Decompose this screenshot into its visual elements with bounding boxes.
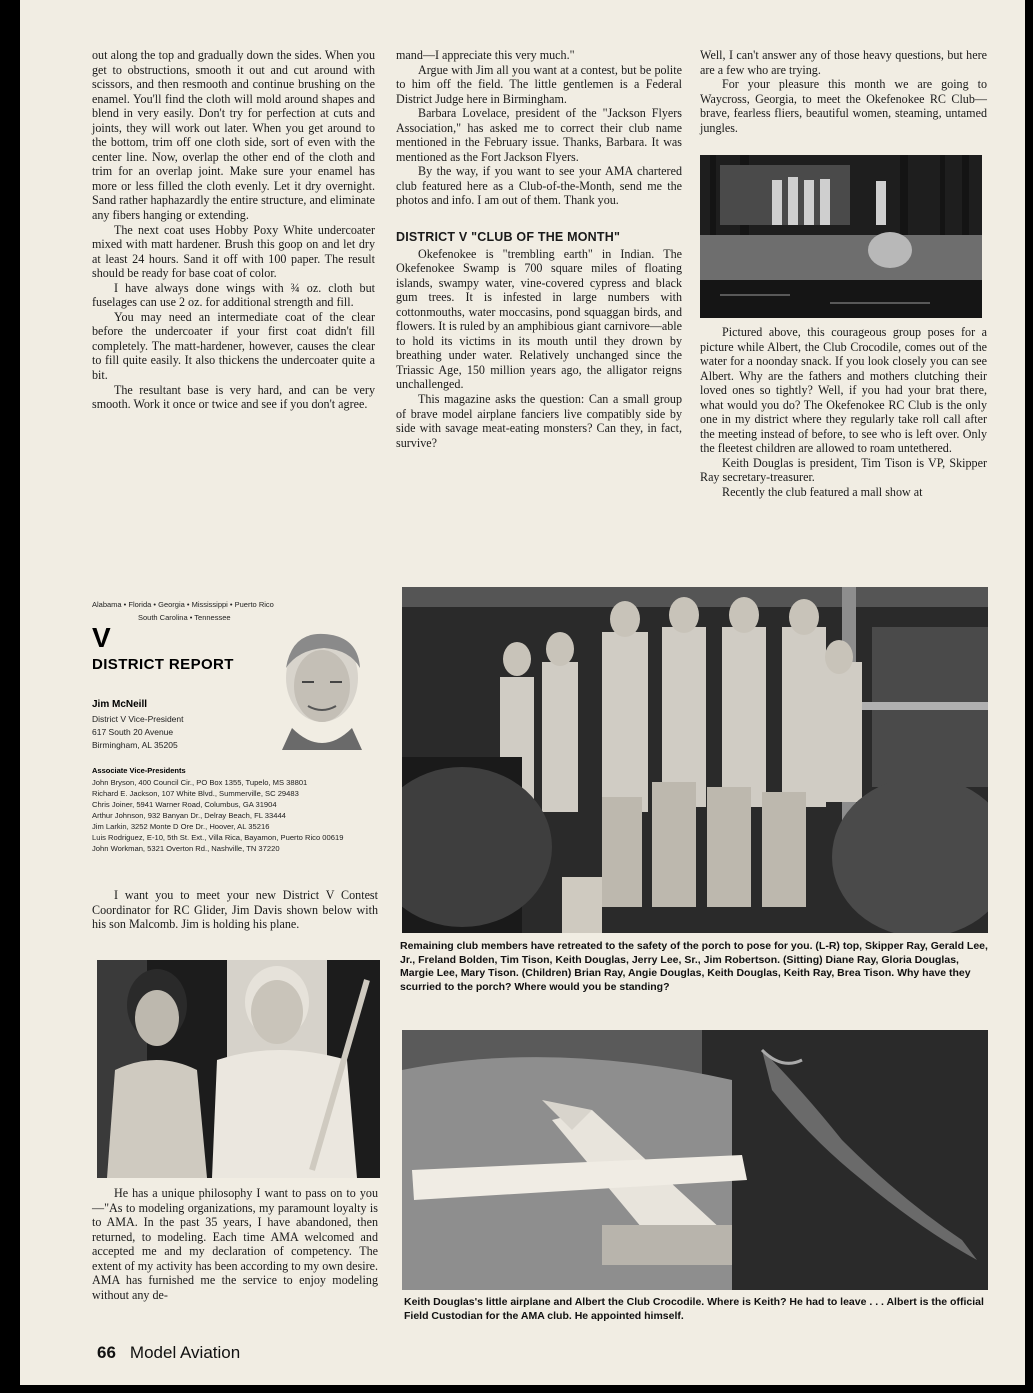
paragraph: I want you to meet your new District V Contest Coordinator for RC Glider, Jim Davis shown below with his son Malcomb. Jim is holding his plane. — [92, 888, 378, 932]
address-line: District V Vice-President — [92, 714, 184, 724]
district-numeral: V — [92, 622, 111, 653]
crocodile-photo-caption: Keith Douglas's little airplane and Albert the Club Crocodile. Where is Keith? He had to leave . . . Albert is the official Field Custodian for the AMA club. He appointed himself. — [404, 1296, 984, 1322]
paragraph: The resultant base is very hard, and can be very smooth. Work it once or twice and see if you don't agree. — [92, 382, 375, 412]
paragraph: He has a unique philosophy I want to pass on to you—"As to modeling organizations, my paramount loyalty is to AMA. In the past 35 years, I have abandoned, then returned, to modeling. Each time AMA welcomed and accepted me and my declaration of competency. The extent of my activity has been according to my own desire. AMA has furnished me the service to enjoy modeling without any de- — [92, 1186, 378, 1302]
porch-group-photo — [402, 587, 988, 933]
states-line: Alabama • Florida • Georgia • Mississippi • Puerto Rico — [92, 600, 274, 609]
portrait-image — [272, 628, 372, 750]
paragraph: Recently the club featured a mall show at — [722, 485, 923, 500]
paragraph: Well, I can't answer any of those heavy questions, but here are a few who are trying. — [700, 48, 987, 77]
paragraph: For your pleasure this month we are going to Waycross, Georgia, to meet the Okefenokee RC Club—brave, fearless fliers, beautiful women, steaming, untamed jungles. — [700, 77, 987, 135]
associate-entry: Jim Larkin, 3252 Monte D Ore Dr., Hoover, AL 35216 — [92, 822, 270, 831]
paragraph: Okefenokee is "trembling earth" in Indian. The Okefenokee Swamp is 700 square miles of floating islands, swampy water, vine-covered cypress and black gum trees. It is infested in large numbers with cottonmouths, water moccasins, pond squaggan birds, and flowers. It is ruled by an amphibious giant carnivore—able to hold its victims in its mouth until they drown by breathing under water. Relatively unchanged since the Triassic Age, 150 million years ago, the alligator reigns unchallenged. — [396, 246, 682, 392]
paragraph: out along the top and gradually down the sides. When you get to obstructions, smooth it out and cut around with scissors, and then resmooth and continue brushing on the enamel. You'll find the cloth will mold around shapes and blend in very easily. Don't try for perfection at cuts and joints, they will work out later. When you get around to the bottom, trim off one cloth side, sort of even with the center line. Now, overlap the other end of the cloth and trim for an overlap joint. Make sure your enamel has more or less filled the cloth evenly. Let it dry overnight. Sand rather haphazardly the entire structure, and eliminate any fibers hanging or extending. — [92, 48, 375, 223]
states-line: South Carolina • Tennessee — [138, 613, 231, 622]
column-3 — [700, 48, 987, 135]
paragraph: I have always done wings with ¾ oz. cloth but fuselages can use 2 oz. for additional strength and fill. — [92, 280, 375, 310]
column-2 — [396, 48, 682, 450]
paragraph: Argue with Jim all you want at a contest, but be polite to him off the field. The little gentlemen is a Federal District Judge here in Birmingham. — [396, 62, 682, 106]
magazine-page — [20, 0, 1025, 1385]
paragraph: Keith Douglas is president, Tim Tison is VP, Skipper Ray secretary-treasurer. — [700, 455, 987, 485]
column-1 — [92, 48, 375, 412]
paragraph: mand—I appreciate this very much." — [396, 48, 575, 62]
porch-photo-image — [402, 587, 988, 933]
publication-name: Model Aviation — [129, 1343, 241, 1362]
associate-entry: Chris Joiner, 5941 Warner Road, Columbus, GA 31904 — [92, 800, 277, 809]
paragraph: The next coat uses Hobby Poxy White undercoater mixed with matt hardener. Brush this goop on and let dry at least 24 hours. Sand it off with 100 paper. The result should be ready for base coat of color. — [92, 222, 375, 281]
porch-photo-caption: Remaining club members have retreated to the safety of the porch to pose for you. (L-R) top, Skipper Ray, Gerald Lee, Jr., Freland Bolden, Tim Tison, Keith Douglas, Jerry Lee, Sr., Jim Robertson. (Sitting) Diane Ray, Gloria Douglas, Margie Lee, Mary Tison. (Children) Brian Ray, Angie Douglas, Keith Douglas, Keith Ray, Brea Tison. Why have they scurried to the porch? Where would you be standing? — [400, 940, 988, 993]
address-line: 617 South 20 Avenue — [92, 727, 174, 737]
page-footer — [97, 1343, 240, 1363]
paragraph: This magazine asks the question: Can a small group of brave model airplane fanciers live compatibly side by side with savage meat-eating monsters? Can they, in fact, survive? — [396, 392, 682, 450]
associate-entry: Luis Rodriguez, E-10, 5th St. Ext., Villa Rica, Bayamon, Puerto Rico 00619 — [92, 833, 344, 842]
crocodile-photo-image — [402, 1030, 988, 1290]
father-son-photo — [97, 960, 380, 1178]
paragraph: Pictured above, this courageous group poses for a picture while Albert, the Club Crocodile, comes out of the water for a noonday snack. If you look closely you can see Albert. Why are the fathers and mothers clutching their loved ones so tightly? Well, if you had your brat there, what would you do? The Okefenokee RC Club is the only one in my district where they regularly take roll call after the meeting instead of before, to see who is left over. Only the fleetest children are allowed to roam untethered. — [700, 325, 987, 456]
paragraph: Barbara Lovelace, president of the "Jackson Flyers Association," has asked me to correct their club name mentioned in the February issue. Thanks, Barbara. It was mentioned as the Fort Jackson Flyers. — [396, 106, 682, 164]
paragraph: By the way, if you want to see your AMA chartered club featured here as a Club-of-the-Month, send me the photos and info. I am out of them. Thank you. — [396, 164, 682, 208]
associate-entry: John Bryson, 400 Council Cir., PO Box 1355, Tupelo, MS 38801 — [92, 778, 308, 787]
section-heading: DISTRICT V "CLUB OF THE MONTH" — [396, 230, 621, 245]
associates-heading: Associate Vice-Presidents — [92, 766, 186, 775]
airplane-crocodile-photo — [402, 1030, 988, 1290]
district-report-title: DISTRICT REPORT — [92, 656, 234, 673]
portrait-photo — [272, 628, 372, 750]
intro-text-block — [92, 888, 378, 932]
vp-name: Jim McNeill — [92, 699, 148, 710]
associate-entry: John Workman, 5321 Overton Rd., Nashville, TN 37220 — [92, 844, 280, 853]
father-son-image — [97, 960, 380, 1178]
associate-entry: Richard E. Jackson, 107 White Blvd., Summerville, SC 29483 — [92, 789, 299, 798]
associate-entry: Arthur Johnson, 932 Banyan Dr., Delray Beach, FL 33444 — [92, 811, 286, 820]
address-line: Birmingham, AL 35205 — [92, 740, 178, 750]
swamp-group-photo — [700, 155, 982, 318]
vp-address — [92, 713, 183, 752]
page-number: 66 — [97, 1343, 116, 1362]
column-3-continued — [700, 325, 987, 500]
paragraph: You may need an intermediate coat of the clear before the undercoater if your first coat didn't fill completely. The matt-hardener, however, causes the clear to fill quite easily. It also thickens the undercoater quite a bit. — [92, 309, 375, 383]
swamp-photo-image — [700, 155, 982, 318]
associates-list — [92, 777, 392, 854]
philosophy-text-block — [92, 1186, 378, 1302]
